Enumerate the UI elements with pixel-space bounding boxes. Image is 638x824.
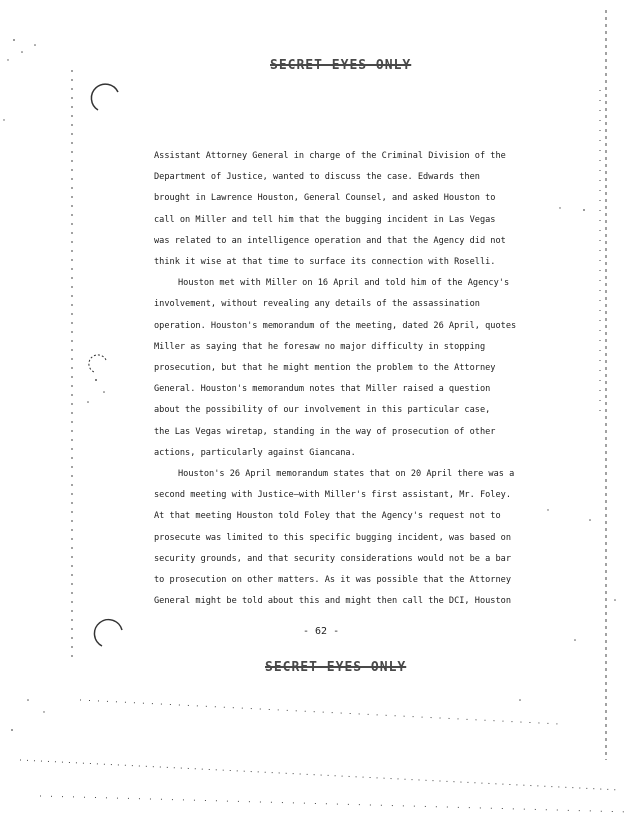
text-line: second meeting with Justice—with Miller's first assistant, Mr. Foley.	[154, 490, 511, 501]
bottom-shadow-specks	[80, 700, 560, 724]
punch-hole-top	[91, 84, 118, 110]
text-line: Assistant Attorney General in charge of the Criminal Division of the	[154, 151, 506, 161]
punch-hole-bottom	[94, 620, 122, 646]
text-line: involvement, without revealing any details of the assassination	[154, 299, 480, 310]
text-line: security grounds, and that security considerations would not be a bar	[154, 553, 511, 564]
text-line: brought in Lawrence Houston, General Counsel, and asked Houston to	[154, 193, 496, 204]
page-number: - 62 -	[303, 626, 340, 637]
text-line: to prosecution on other matters. As it was possible that the Attorney	[154, 575, 511, 586]
text-line: General. Houston's memorandum notes that Miller raised a question	[154, 384, 491, 395]
text-line: Department of Justice, wanted to discuss the case. Edwards then	[154, 172, 480, 183]
paragraph-1	[154, 146, 514, 273]
text-line: the Las Vegas wiretap, standing in the way of prosecution of other	[154, 426, 496, 437]
paragraph-3	[154, 464, 514, 612]
text-line: think it wise at that time to surface its connection with Roselli.	[154, 257, 496, 268]
text-line: Houston's 26 April memorandum states that on 20 April there was a	[178, 469, 515, 480]
text-line: Miller as saying that he foresaw no major difficulty in stopping	[154, 341, 486, 352]
text-line: prosecution, but that he might mention the problem to the Attorney	[154, 363, 496, 374]
text-line: prosecute was limited to this specific bugging incident, was based on	[154, 532, 511, 543]
text-line: General might be told about this and might then call the DCI, Houston	[154, 596, 511, 607]
text-line: Houston met with Miller on 16 April and told him of the Agency's	[178, 278, 510, 289]
memo-body	[154, 146, 517, 612]
text-line: was related to an intelligence operation and that the Agency did not	[154, 235, 506, 246]
text-line: At that meeting Houston told Foley that the Agency's request not to	[154, 511, 501, 522]
text-line: operation. Houston's memorandum of the meeting, dated 26 April, quotes	[154, 320, 517, 331]
classification-stamp-top: SECRET EYES ONLY	[270, 58, 412, 73]
text-line: call on Miller and tell him that the bugging incident in Las Vegas	[154, 214, 496, 225]
text-line: actions, particularly against Giancana.	[154, 447, 356, 458]
classification-stamp-bottom: SECRET EYES ONLY	[265, 660, 407, 675]
punch-hole-mid	[89, 355, 106, 372]
paragraph-2	[154, 273, 517, 464]
text-line: about the possibility of our involvement in this particular case,	[154, 405, 491, 416]
